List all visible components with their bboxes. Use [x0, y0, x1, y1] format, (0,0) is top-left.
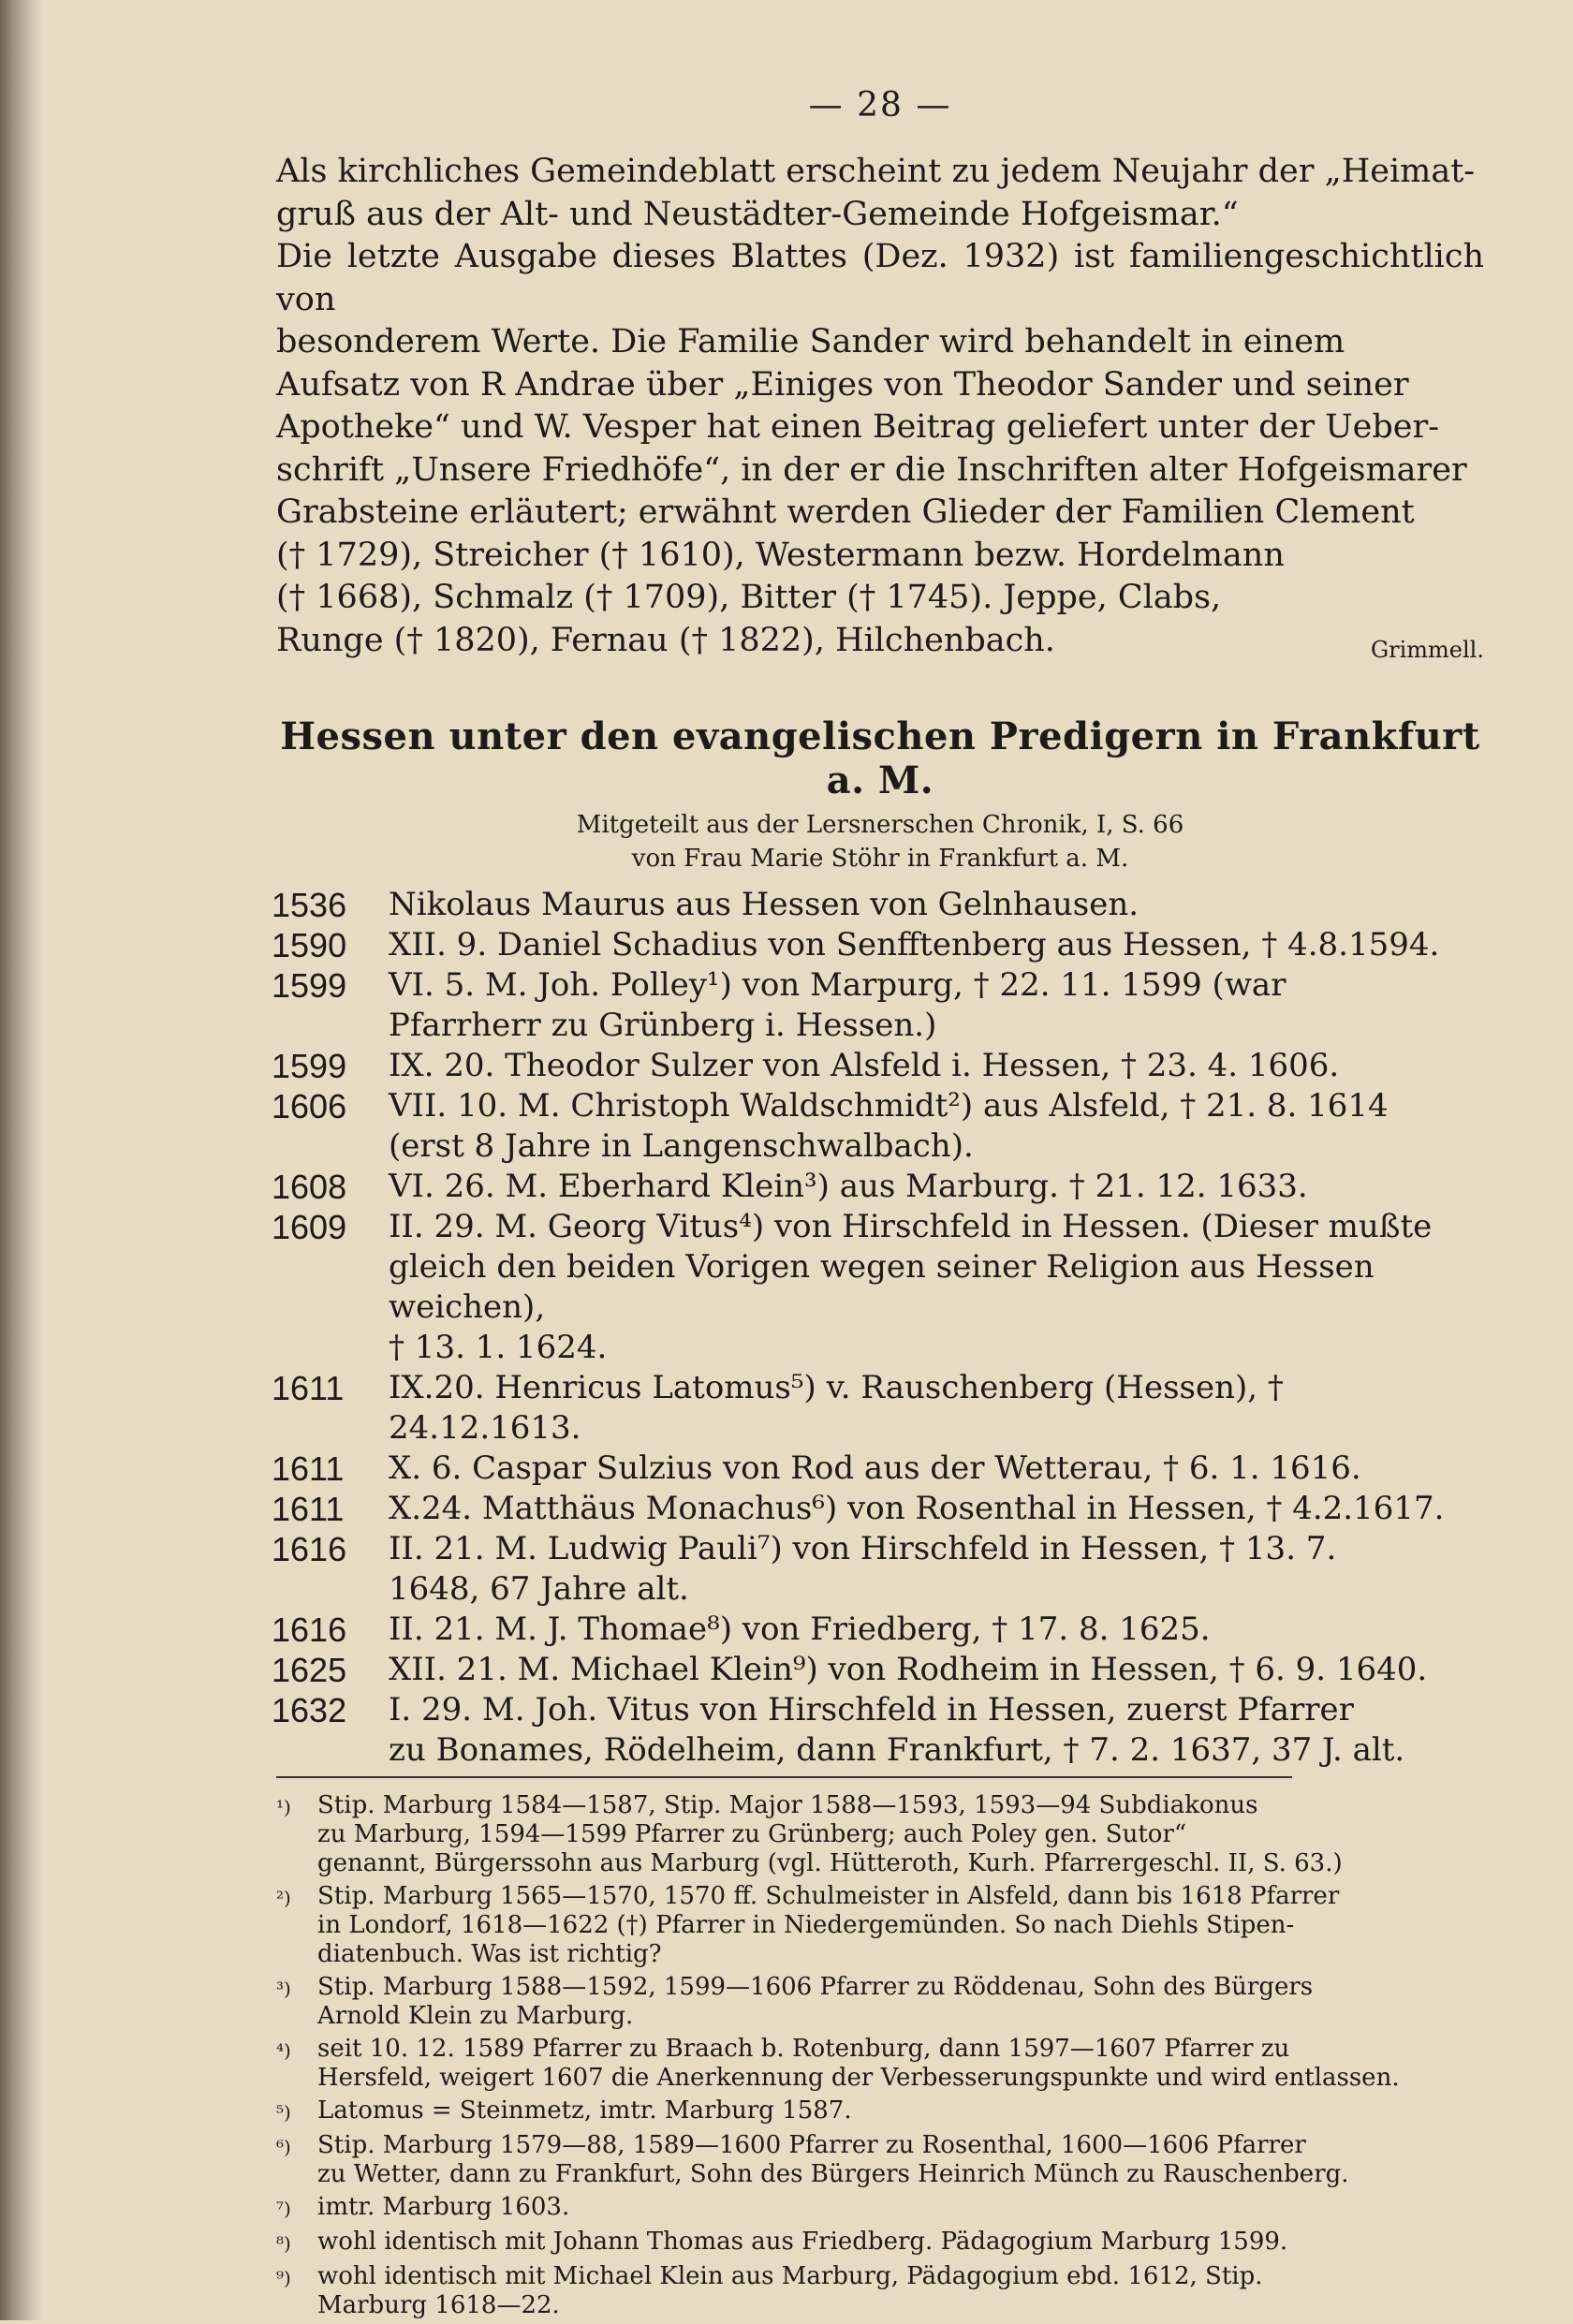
list-item	[272, 1690, 1484, 1771]
footnote-line: wohl identisch mit Michael Klein aus Marburg, Pädagogium ebd. 1612, Stip.	[317, 2262, 1263, 2290]
entry-year: 1599	[272, 1047, 347, 1085]
footnote-mark: ⁴)	[276, 2039, 291, 2062]
footnote-mark: ²)	[276, 1887, 291, 1909]
list-item	[272, 1650, 1484, 1690]
list-item	[272, 1207, 1484, 1368]
intro-line: besonderem Werte. Die Familie Sander wird behandelt in einem	[276, 323, 1345, 360]
list-item	[272, 885, 1484, 925]
list-item	[272, 1489, 1484, 1529]
subheading-line: Mitgeteilt aus der Lersnerschen Chronik, I, S. 66	[576, 811, 1184, 839]
entry-line: (erst 8 Jahre in Langenschwalbach).	[389, 1127, 974, 1165]
intro-line: Grabsteine erläutert; erwähnt werden Glieder der Familien Clement	[276, 493, 1415, 531]
footnote	[276, 1882, 1484, 1969]
intro-line: gruß aus der Alt- und Neustädter-Gemeinde Hofgeismar.“	[276, 195, 1239, 233]
footnote-line: zu Marburg, 1594—1599 Pfarrer zu Grünberg; auch Poley gen. Sutor“	[317, 1820, 1187, 1848]
footnote-line: Latomus = Steinmetz, imtr. Marburg 1587.	[317, 2096, 852, 2125]
entry-line: XII. 21. M. Michael Klein⁹) von Rodheim in Hessen, † 6. 9. 1640.	[389, 1651, 1428, 1688]
footnote	[276, 2035, 1484, 2093]
intro-line: Aufsatz von R Andrae über „Einiges von Theodor Sander und seiner	[276, 365, 1409, 404]
footnote-line: Arnold Klein zu Marburg.	[317, 2002, 634, 2030]
entry-line: II. 21. M. Ludwig Pauli⁷) von Hirschfeld in Hessen, † 13. 7.	[389, 1530, 1337, 1567]
intro-line	[276, 620, 1484, 663]
footnote-line: genannt, Bürgerssohn aus Marburg (vgl. Hütteroth, Kurh. Pfarrergeschl. II, S. 63.)	[317, 1849, 1343, 1877]
entry-year: 1590	[272, 926, 347, 964]
list-item	[272, 1368, 1484, 1449]
entry-line: II. 21. M. J. Thomae⁸) von Friedberg, † 17. 8. 1625.	[389, 1611, 1211, 1648]
entry-line: zu Bonames, Rödelheim, dann Frankfurt, † 7. 2. 1637, 37 J. alt.	[389, 1731, 1405, 1769]
footnote	[276, 2228, 1484, 2258]
footnote-line: seit 10. 12. 1589 Pfarrer zu Braach b. Rotenburg, dann 1597—1607 Pfarrer zu	[317, 2035, 1290, 2063]
footnote-line: Stip. Marburg 1565—1570, 1570 ff. Schulmeister in Alsfeld, dann bis 1618 Pfarrer	[317, 1882, 1340, 1910]
list-item	[272, 1086, 1484, 1167]
page	[272, 86, 1484, 2324]
intro-line: schrift „Unsere Friedhöfe“, in der er die Inschriften alter Hofgeismarer	[276, 450, 1467, 489]
footnote-line: Hersfeld, weigert 1607 die Anerkennung der Verbesserungspunkte und wird entlassen.	[317, 2064, 1400, 2092]
entry-line: gleich den beiden Vorigen wegen seiner Religion aus Hessen weichen),	[389, 1248, 1375, 1326]
entry-year: 1611	[272, 1369, 345, 1407]
intro-line: Als kirchliches Gemeindeblatt erscheint zu jedem Neujahr der „Heimat-	[276, 153, 1476, 190]
footnote-line: Marburg 1618—22.	[317, 2291, 560, 2319]
entry-line: IX.20. Henricus Latomus⁵) v. Rauschenberg (Hessen), † 24.12.1613.	[389, 1369, 1284, 1447]
entry-line: Nikolaus Maurus aus Hessen von Gelnhausen.	[389, 886, 1139, 923]
footnote-mark: ⁸)	[276, 2232, 291, 2255]
entry-line: 1648, 67 Jahre alt.	[389, 1570, 689, 1608]
section-heading: Hessen unter den evangelischen Predigern in Frankfurt a. M.	[280, 714, 1480, 802]
page-number: — 28 —	[808, 86, 952, 125]
list-item	[272, 1167, 1484, 1207]
entry-line: I. 29. M. Joh. Vitus von Hirschfeld in Hessen, zuerst Pfarrer	[389, 1691, 1354, 1728]
footnote-divider	[276, 1776, 1292, 1778]
footnote-line: imtr. Marburg 1603.	[317, 2193, 570, 2221]
footnote-line: Stip. Marburg 1584—1587, Stip. Major 1588—1593, 1593—94 Subdiakonus	[317, 1791, 1258, 1819]
footnote	[276, 2193, 1484, 2224]
entry-year: 1632	[272, 1691, 347, 1729]
footnote-mark: ³)	[276, 1978, 291, 2000]
entry-line: II. 29. M. Georg Vitus⁴) von Hirschfeld in Hessen. (Dieser mußte	[389, 1208, 1433, 1245]
list-item	[272, 925, 1484, 965]
intro-last-text: Runge († 1820), Fernau († 1822), Hilchenbach.	[276, 621, 1055, 659]
list-item	[272, 1529, 1484, 1610]
footnote-mark: ¹)	[276, 1796, 291, 1818]
footnote	[276, 1791, 1484, 1878]
entry-line: VII. 10. M. Christoph Waldschmidt²) aus Alsfeld, † 21. 8. 1614	[389, 1087, 1389, 1125]
entry-line: XII. 9. Daniel Schadius von Senfftenberg aus Hessen, † 4.8.1594.	[389, 926, 1440, 963]
entry-line: X.24. Matthäus Monachus⁶) von Rosenthal in Hessen, † 4.2.1617.	[389, 1490, 1445, 1527]
entry-year: 1611	[272, 1490, 345, 1528]
footnotes	[276, 1791, 1484, 2320]
intro-line: Die letzte Ausgabe dieses Blattes (Dez. 1932) ist familiengeschichtlich von	[276, 238, 1484, 318]
book-gutter-shadow	[0, 0, 43, 2320]
entry-line: VI. 26. M. Eberhard Klein³) aus Marburg. † 21. 12. 1633.	[389, 1168, 1308, 1205]
footnote-line: wohl identisch mit Johann Thomas aus Friedberg. Pädagogium Marburg 1599.	[317, 2228, 1288, 2256]
footnote-mark: ⁷)	[276, 2198, 291, 2220]
intro-paragraph	[276, 151, 1484, 671]
intro-line: († 1729), Streicher († 1610), Westermann bezw. Hordelmann	[276, 536, 1285, 574]
entry-line: Pfarrherr zu Grünberg i. Hessen.)	[389, 1007, 937, 1044]
footnote-mark: ⁵)	[276, 2101, 291, 2124]
entry-year: 1611	[272, 1449, 345, 1488]
subheading-line: von Frau Marie Stöhr in Frankfurt a. M.	[631, 845, 1129, 873]
author-signature: Grimmell.	[1370, 636, 1484, 663]
footnote	[276, 1973, 1484, 2031]
footnote-line: diatenbuch. Was ist richtig?	[317, 1940, 662, 1968]
footnote-line: Stip. Marburg 1588—1592, 1599—1606 Pfarrer zu Röddenau, Sohn des Bürgers	[317, 1973, 1314, 2001]
intro-line: († 1668), Schmalz († 1709), Bitter († 1745). Jeppe, Clabs,	[276, 579, 1222, 616]
entry-line: † 13. 1. 1624.	[389, 1329, 608, 1366]
footnote	[276, 2096, 1484, 2127]
footnote-line: in Londorf, 1618—1622 (†) Pfarrer in Niedergemünden. So nach Diehls Stipen-	[317, 1911, 1295, 1939]
entry-year: 1616	[272, 1611, 347, 1649]
list-item	[272, 1046, 1484, 1086]
entry-year: 1536	[272, 886, 347, 924]
entry-line: IX. 20. Theodor Sulzer von Alsfeld i. Hessen, † 23. 4. 1606.	[389, 1047, 1340, 1084]
footnote-mark: ⁶)	[276, 2136, 291, 2158]
footnote-mark: ⁹)	[276, 2267, 291, 2289]
entry-year: 1599	[272, 966, 347, 1005]
entry-year: 1616	[272, 1530, 347, 1568]
entry-line: VI. 5. M. Joh. Polley¹) von Marpurg, † 22. 11. 1599 (war	[389, 966, 1286, 1004]
entry-year: 1608	[272, 1168, 347, 1206]
footnote	[276, 2131, 1484, 2189]
entry-year: 1606	[272, 1087, 347, 1125]
footnote-line: Stip. Marburg 1579—88, 1589—1600 Pfarrer zu Rosenthal, 1600—1606 Pfarrer	[317, 2131, 1306, 2159]
footnote-line: zu Wetter, dann zu Frankfurt, Sohn des Bürgers Heinrich Münch zu Rauschenberg.	[317, 2160, 1349, 2188]
intro-line: Apotheke“ und W. Vesper hat einen Beitrag geliefert unter der Ueber-	[276, 408, 1440, 446]
entry-year: 1625	[272, 1651, 347, 1689]
list-item	[272, 965, 1484, 1046]
footnote	[276, 2262, 1484, 2320]
entry-line: X. 6. Caspar Sulzius von Rod aus der Wetterau, † 6. 1. 1616.	[389, 1449, 1361, 1487]
entry-year: 1609	[272, 1208, 347, 1246]
preacher-list	[272, 885, 1484, 1771]
list-item	[272, 1449, 1484, 1489]
list-item	[272, 1610, 1484, 1650]
